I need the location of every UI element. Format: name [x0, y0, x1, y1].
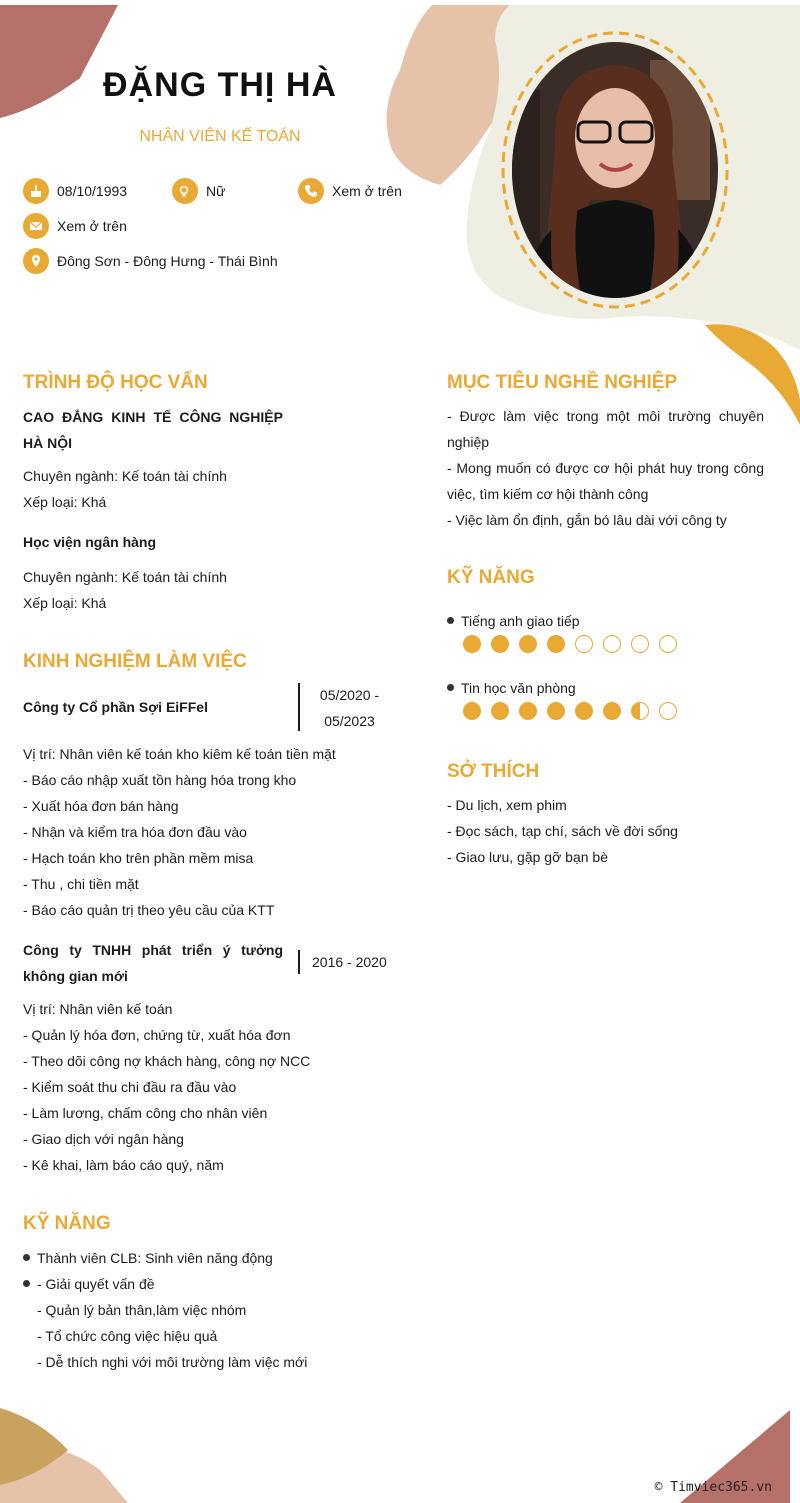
- objective-text: [447, 403, 764, 533]
- job-line: - Quản lý hóa đơn, chứng từ, xuất hóa đơn: [23, 1027, 291, 1043]
- education-grade: Xếp loại: Khá: [23, 595, 107, 611]
- education-school: CAO ĐẲNG KINH TẾ CÔNG NGHIỆP HÀ NỘI: [23, 409, 283, 451]
- email-text: Xem ở trên: [57, 218, 127, 234]
- cake-icon: [23, 178, 49, 204]
- candidate-name: ĐẶNG THỊ HÀ: [103, 66, 337, 104]
- rating-dot: [519, 702, 537, 720]
- hobby-item: - Giao lưu, gặp gỡ bạn bè: [447, 849, 608, 865]
- job-period: 2016 - 2020: [312, 954, 387, 970]
- education-major: Chuyên ngành: Kế toán tài chính: [23, 468, 227, 484]
- skill-name: Tiếng anh giao tiếp: [447, 608, 580, 634]
- phone-icon: [298, 178, 324, 204]
- rating-dot: [463, 702, 481, 720]
- birthday-info: [23, 178, 127, 204]
- job-title: NHÂN VIÊN KẾ TOÁN: [139, 128, 301, 145]
- address-info: [23, 248, 278, 274]
- skills-heading: KỸ NĂNG: [23, 1213, 111, 1234]
- map-pin-icon: [23, 248, 49, 274]
- skill-item: - Quản lý bản thân,làm việc nhóm: [37, 1302, 247, 1318]
- rating-dot: [491, 702, 509, 720]
- education-grade: Xếp loại: Khá: [23, 494, 107, 510]
- rating-dot: [547, 702, 565, 720]
- address-text: Đông Sơn - Đông Hưng - Thái Bình: [57, 253, 278, 269]
- hobbies-list: [447, 792, 678, 870]
- education-school: Học viện ngân hàng: [23, 534, 157, 550]
- gender-icon: [172, 178, 198, 204]
- skills-list: [23, 1245, 307, 1375]
- skills-rating-heading: KỸ NĂNG: [447, 567, 535, 588]
- watermark: © Timviec365.vn: [654, 1480, 772, 1495]
- objective-heading: MỤC TIÊU NGHỀ NGHIỆP: [447, 372, 678, 393]
- hobbies-heading: SỞ THÍCH: [447, 761, 540, 782]
- period-divider: [298, 950, 300, 974]
- job-line: - Theo dõi công nợ khách hàng, công nợ NCC: [23, 1053, 311, 1069]
- phone-info: [298, 178, 402, 204]
- education-heading: TRÌNH ĐỘ HỌC VẤN: [23, 372, 208, 393]
- job-company: Công ty TNHH phát triển ý tưởng không gian mới: [23, 942, 283, 984]
- hobby-item: - Đọc sách, tạp chí, sách về đời sống: [447, 823, 678, 839]
- objective-line: - Mong muốn có được cơ hội phát huy trong công việc, tìm kiếm cơ hội thành công: [447, 460, 764, 502]
- rating-dot: [603, 635, 621, 653]
- gender-text: Nữ: [206, 183, 226, 199]
- rating-dot: [659, 702, 677, 720]
- rating-dot: [547, 635, 565, 653]
- job-line: - Hạch toán kho trên phần mềm misa: [23, 850, 254, 866]
- rating-dot: [491, 635, 509, 653]
- education-major: Chuyên ngành: Kế toán tài chính: [23, 569, 227, 585]
- rating-dot: [519, 635, 537, 653]
- skill-rating: [463, 635, 677, 653]
- job-company: Công ty Cổ phần Sợi EiFFel: [23, 699, 208, 715]
- job-line: - Kê khai, làm báo cáo quý, năm: [23, 1157, 224, 1173]
- mail-icon: [23, 213, 49, 239]
- rating-dot: [631, 635, 649, 653]
- email-info: [23, 213, 127, 239]
- job-line: - Làm lương, chấm công cho nhân viên: [23, 1105, 268, 1121]
- job-line: Vị trí: Nhân viên kế toán kho kiêm kế toán tiền mặt: [23, 746, 336, 762]
- job-line: - Xuất hóa đơn bán hàng: [23, 798, 179, 814]
- gender-info: [172, 178, 225, 204]
- skill-item: Thành viên CLB: Sinh viên năng động: [23, 1245, 307, 1271]
- job-details: [23, 996, 310, 1178]
- rating-dot: [575, 635, 593, 653]
- job-line: - Nhận và kiểm tra hóa đơn đầu vào: [23, 824, 247, 840]
- job-line: - Kiểm soát thu chi đầu ra đầu vào: [23, 1079, 237, 1095]
- rating-dot: [659, 635, 677, 653]
- birthday-text: 08/10/1993: [57, 183, 128, 199]
- job-line: Vị trí: Nhân viên kế toán: [23, 1001, 173, 1017]
- job-line: - Báo cáo quản trị theo yêu cầu của KTT: [23, 902, 275, 918]
- period-divider: [298, 683, 300, 731]
- job-period: 05/2020 - 05/2023: [319, 687, 380, 729]
- skill-item: - Dễ thích nghi với môi trường làm việc mới: [37, 1354, 308, 1370]
- skill-rating: [463, 702, 677, 720]
- rating-dot: [631, 702, 649, 720]
- objective-line: - Việc làm ổn định, gắn bó lâu dài với công ty: [447, 512, 727, 528]
- rating-dot: [575, 702, 593, 720]
- job-details: [23, 741, 336, 923]
- job-line: - Báo cáo nhập xuất tồn hàng hóa trong kho: [23, 772, 297, 788]
- job-line: - Thu , chi tiền mặt: [23, 876, 139, 892]
- rating-dot: [603, 702, 621, 720]
- skill-name: Tin học văn phòng: [447, 675, 576, 701]
- objective-line: - Được làm việc trong một môi trường chuyên nghiệp: [447, 408, 764, 450]
- skill-item: - Giải quyết vấn đề: [23, 1271, 307, 1297]
- profile-photo: [500, 30, 730, 310]
- experience-heading: KINH NGHIỆM LÀM VIỆC: [23, 651, 247, 672]
- skill-item: - Tổ chức công việc hiệu quả: [37, 1328, 218, 1344]
- rating-dot: [463, 635, 481, 653]
- job-line: - Giao dịch với ngân hàng: [23, 1131, 184, 1147]
- hobby-item: - Du lịch, xem phim: [447, 797, 567, 813]
- phone-text: Xem ở trên: [332, 183, 402, 199]
